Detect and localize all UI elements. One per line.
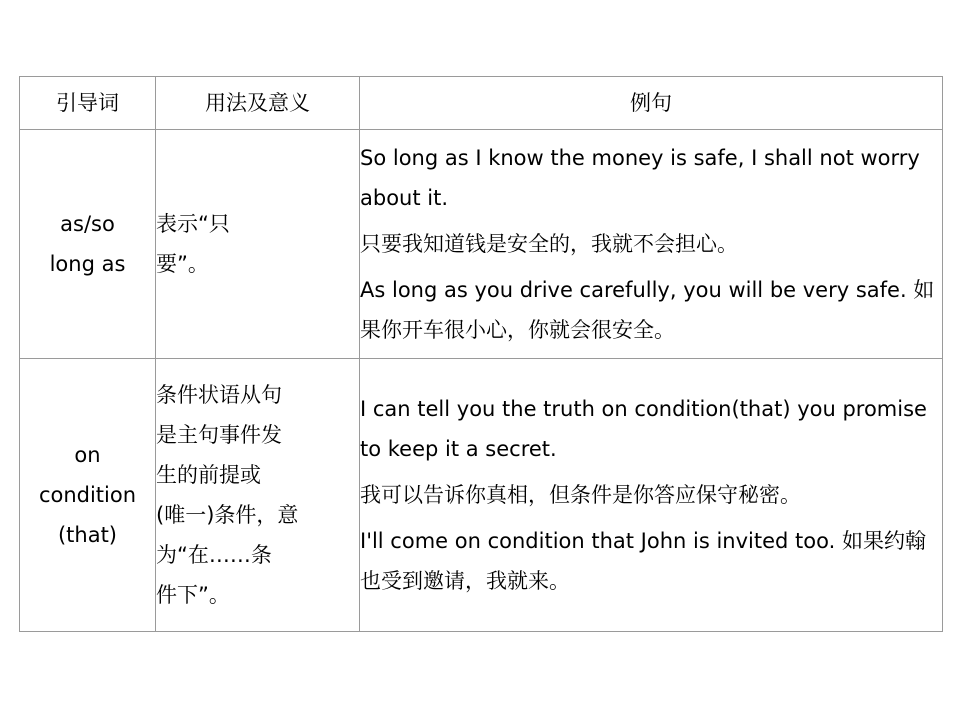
usage-cell	[156, 130, 360, 359]
usage-line: 表示“只	[156, 212, 230, 236]
usage-line: 要”。	[156, 252, 209, 276]
usage-line: 是主句事件发	[156, 423, 282, 447]
header-conjunction: 引导词	[20, 77, 156, 130]
example-sentence: I'll come on condition that John is invited too. 如果约翰也受到邀请，我就来。	[360, 529, 926, 593]
examples-cell	[360, 130, 943, 359]
example-sentence: As long as you drive carefully, you will be very safe. 如果你开车很小心，你就会很安全。	[360, 278, 935, 342]
usage-line: 件下”。	[156, 583, 230, 607]
conjunction-cell	[20, 130, 156, 359]
conjunction-line: as/so	[60, 212, 115, 236]
conjunction-cell	[20, 359, 156, 632]
usage-line: (唯一)条件，意	[156, 503, 299, 527]
header-usage: 用法及意义	[156, 77, 360, 130]
table-row	[20, 359, 943, 632]
conjunction-line: condition	[38, 483, 137, 507]
example-translation: 我可以告诉你真相，但条件是你答应保守秘密。	[360, 483, 801, 507]
table-row	[20, 130, 943, 359]
header-examples: 例句	[360, 77, 943, 130]
conjunction-line: long as	[49, 252, 126, 276]
example-sentence: So long as I know the money is safe, I shall not worry about it.	[360, 146, 920, 210]
conjunction-line: on	[74, 443, 101, 467]
usage-line: 生的前提或	[156, 463, 261, 487]
conjunction-line: (that)	[57, 523, 118, 547]
grammar-table	[19, 76, 943, 632]
example-translation: 只要我知道钱是安全的，我就不会担心。	[360, 232, 738, 256]
usage-cell	[156, 359, 360, 632]
table-header-row	[20, 77, 943, 130]
usage-line: 为“在……条	[156, 543, 272, 567]
examples-cell	[360, 359, 943, 632]
usage-line: 条件状语从句	[156, 383, 282, 407]
example-sentence: I can tell you the truth on condition(that) you promise to keep it a secret.	[360, 397, 927, 461]
